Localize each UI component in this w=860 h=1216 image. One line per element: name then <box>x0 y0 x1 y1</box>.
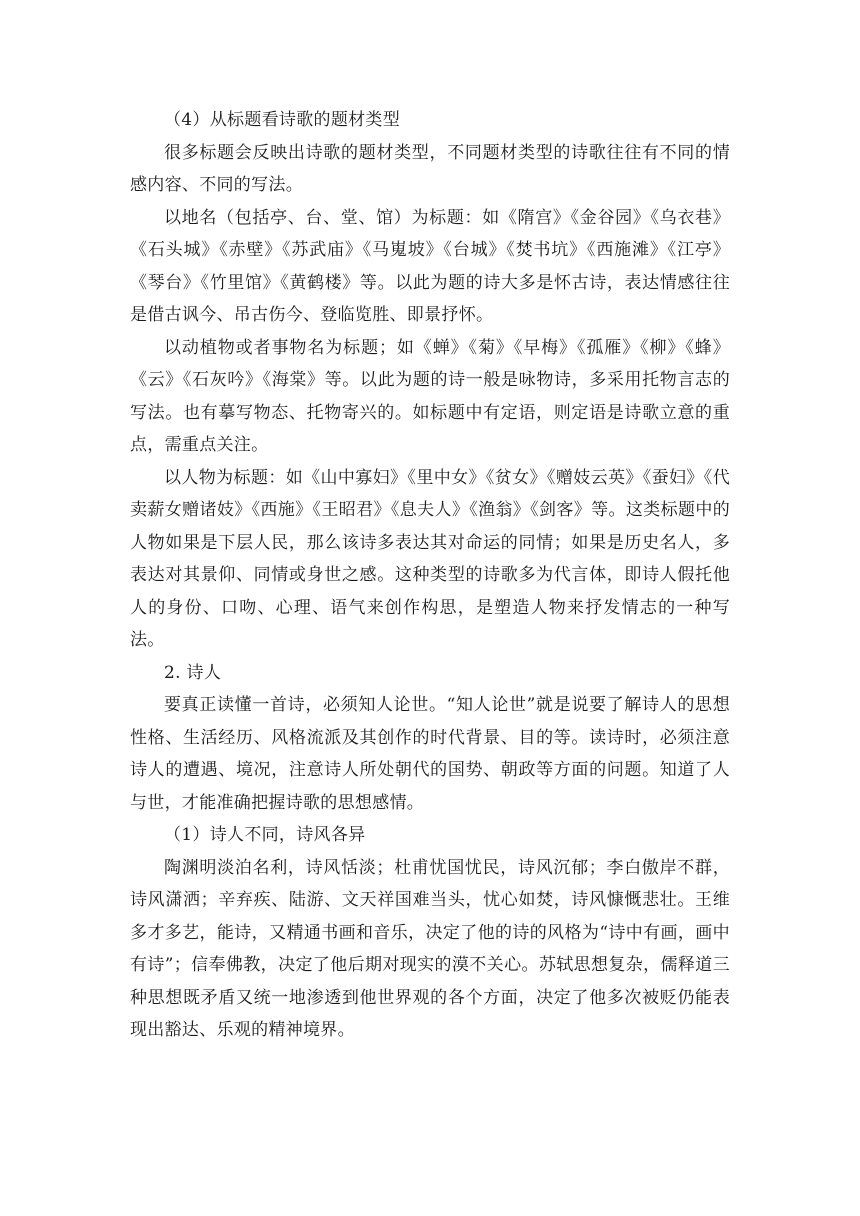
paragraph-place-name-titles: 以地名（包括亭、台、堂、馆）为标题：如《隋宫》《金谷园》《乌衣巷》《石头城》《赤壁》《苏武庙》《马嵬坡》《台城》《焚书坑》《西施滩》《江亭》《琴台》《竹里馆》《黄鹤楼》等。以此为题的诗大多是怀古诗，表达情感往往是借古讽今、吊古伤今、登临览胜、即景抒怀。 <box>130 207 730 325</box>
section-heading-poet: 2. 诗人 <box>164 662 222 683</box>
document-body <box>130 104 730 1047</box>
paragraph-person-titles: 以人物为标题：如《山中寡妇》《里中女》《贫女》《赠妓云英》《蚕妇》《代卖薪女赠诸妓》《西施》《王昭君》《息夫人》《渔翁》《剑客》等。这类标题中的人物如果是下层人民，那么该诗多表达其对命运的同情；如果是历史名人，多表达对其景仰、同情或身世之感。这种类型的诗歌多为代言体，即诗人假托他人的身份、口吻、心理、语气来创作构思，是塑造人物来抒发情志的一种写法。 <box>130 467 730 650</box>
subheading-title-theme-types: （4）从标题看诗歌的题材类型 <box>164 110 401 130</box>
subheading-poet-styles: （1）诗人不同，诗风各异 <box>164 825 366 845</box>
paragraph-intro-theme-types: 很多标题会反映出诗歌的题材类型，不同题材类型的诗歌往往有不同的情感内容、不同的写法。 <box>130 142 730 195</box>
paragraph-poet-style-examples: 陶渊明淡泊名利，诗风恬淡；杜甫忧国忧民，诗风沉郁；李白傲岸不群，诗风潇洒；辛弃疾、陆游、文天祥国难当头，忧心如焚，诗风慷慨悲壮。王维多才多艺，能诗，又精通书画和音乐，决定了他的诗的风格为“诗中有画，画中有诗”；信奉佛教，决定了他后期对现实的漠不关心。苏轼思想复杂，儒释道三种思想既矛盾又统一地渗透到他世界观的各个方面，决定了他多次被贬仍能表现出豁达、乐观的精神境界。 <box>130 857 730 1040</box>
paragraph-object-name-titles: 以动植物或者事物名为标题；如《蝉》《菊》《早梅》《孤雁》《柳》《蜂》《云》《石灰吟》《海棠》等。以此为题的诗一般是咏物诗，多采用托物言志的写法。也有摹写物态、托物寄兴的。如标题中有定语，则定语是诗歌立意的重点，需重点关注。 <box>130 337 730 455</box>
paragraph-know-the-poet: 要真正读懂一首诗，必须知人论世。“知人论世”就是说要了解诗人的思想性格、生活经历、风格流派及其创作的时代背景、目的等。读诗时，必须注意诗人的遭遇、境况，注意诗人所处朝代的国势、朝政等方面的问题。知道了人与世，才能准确把握诗歌的思想感情。 <box>130 695 730 813</box>
